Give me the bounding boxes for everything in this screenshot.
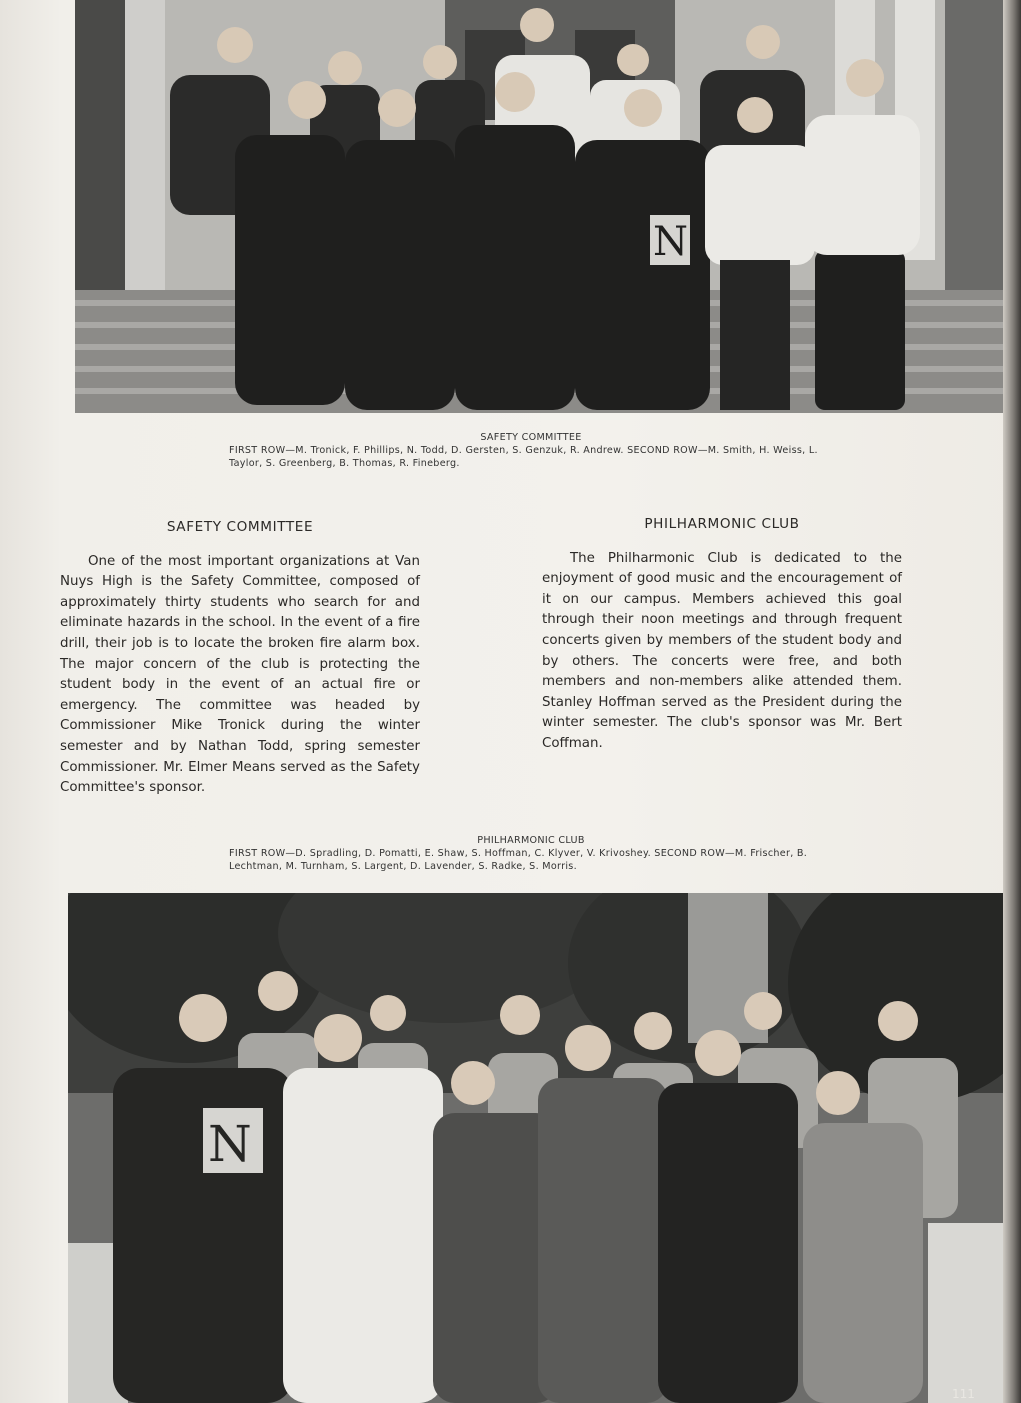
safety-committee-article xyxy=(60,517,420,799)
philharmonic-club-photo xyxy=(68,893,1005,1403)
philharmonic-club-article xyxy=(542,514,902,755)
phil-article-body: The Philharmonic Club is dedicated to the enjoyment of good music and the encouragement of it on our campus. Members achieved this goal through their noon meetings and through frequent concerts given by members of the student body and by others. The concerts were free, and both members and non-members alike attended them. Stanley Hoffman served as the President during the winter semester. The club's sponsor was Mr. Bert Coffman. xyxy=(542,550,902,751)
safety-article-body: One of the most important organizations at Van Nuys High is the Safety Committee, composed of approximately thirty students who search for and eliminate hazards in the school. In the event of a fire drill, their job is to locate the broken fire alarm box. The major concern of the club is protecting the student body in the event of an actual fire or emergency. The committee was headed by Commissioner Mike Tronick during the winter semester and by Nathan Todd, spring semester Commissioner. Mr. Elmer Means served as the Safety Committee's sponsor. xyxy=(60,553,420,796)
safety-caption-title: SAFETY COMMITTEE xyxy=(480,432,582,443)
page-number: 111 xyxy=(952,1387,975,1401)
philharmonic-club-photo-art xyxy=(68,893,1005,1403)
safety-committee-caption xyxy=(229,431,833,470)
safety-committee-photo-art xyxy=(75,0,1005,413)
phil-article-heading: PHILHARMONIC CLUB xyxy=(644,516,800,532)
page-spine-shadow xyxy=(1003,0,1021,1403)
philharmonic-club-caption xyxy=(229,834,833,873)
svg-text:N: N xyxy=(208,1115,252,1173)
safety-committee-photo xyxy=(75,0,1005,413)
phil-caption-title: PHILHARMONIC CLUB xyxy=(477,835,585,846)
phil-caption-names: FIRST ROW—D. Spradling, D. Pomatti, E. Shaw, S. Hoffman, C. Klyver, V. Krivoshey. SECOND ROW—M. Frischer, B. Lechtman, M. Turnham, S. Largent, D. Lavender, S. Radke, S. Morris. xyxy=(229,848,808,872)
safety-article-heading: SAFETY COMMITTEE xyxy=(166,519,314,535)
svg-text:N: N xyxy=(653,219,688,265)
safety-caption-names: FIRST ROW—M. Tronick, F. Phillips, N. Todd, D. Gersten, S. Genzuk, R. Andrew. SECOND ROW—M. Smith, H. Weiss, L. Taylor, S. Greenberg, B. Thomas, R. Fineberg. xyxy=(229,445,818,469)
